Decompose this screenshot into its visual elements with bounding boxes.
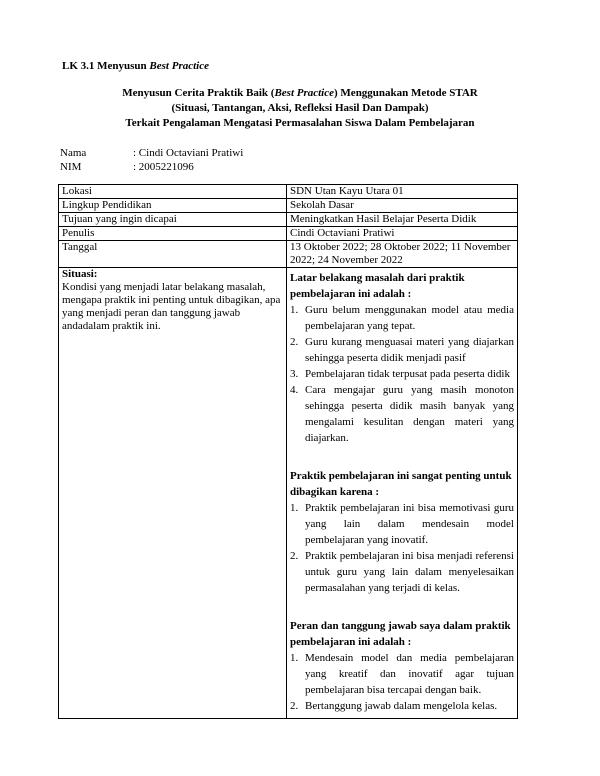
list-item-number: 1.	[290, 502, 299, 514]
title-line-1	[60, 86, 540, 101]
list-item	[290, 366, 514, 382]
cell-bottom-spacer	[290, 714, 514, 718]
title-line-2: (Situasi, Tantangan, Aksi, Refleksi Hasil Dan Dampak)	[171, 102, 429, 114]
list-item-text: Praktik pembelajaran ini bisa menjadi referensi untuk guru yang lain dalam menyelesaikan permasalahan yang terjadi di kelas.	[305, 550, 514, 594]
identity-nim-row	[60, 160, 243, 174]
row-label-lingkup: Lingkup Pendidikan	[59, 199, 287, 213]
row-value-penulis: Cindi Octaviani Pratiwi	[287, 227, 518, 241]
list-item	[290, 334, 514, 366]
identity-name-row	[60, 146, 243, 160]
table-row-situasi	[59, 268, 518, 719]
list-peran	[290, 650, 514, 714]
list-item-text: Pembelajaran tidak terpusat pada peserta didik	[305, 368, 510, 380]
name-value: : Cindi Octaviani Pratiwi	[133, 147, 244, 159]
title-line-1-a: Menyusun Cerita Praktik Baik (	[122, 87, 275, 99]
list-item-text: Mendesain model dan media pembelajaran yang kreatif dan inovatif agar tujuan pembelajaran bisa tercapai dengan baik.	[305, 652, 514, 696]
list-item-text: Bertanggung jawab dalam mengelola kelas.	[305, 700, 498, 712]
worksheet-label-italic: Best Practice	[149, 60, 209, 72]
list-item	[290, 650, 514, 698]
list-item-number: 2.	[290, 550, 299, 562]
name-label: Nama	[60, 147, 87, 159]
title-line-3: Terkait Pengalaman Mengatasi Permasalahan Siswa Dalam Pembelajaran	[125, 117, 475, 129]
title-line-1-italic: Best Practice	[274, 87, 335, 99]
row-label-penulis: Penulis	[59, 227, 287, 241]
list-penting	[290, 500, 514, 596]
table-row	[59, 241, 518, 268]
row-label-lokasi: Lokasi	[59, 185, 287, 199]
nim-label: NIM	[60, 161, 82, 173]
list-item	[290, 548, 514, 596]
list-item	[290, 500, 514, 548]
list-item-number: 4.	[290, 384, 299, 396]
row-label-tanggal: Tanggal	[59, 241, 287, 268]
worksheet-label	[62, 60, 209, 72]
section-heading-latar-belakang: Latar belakang masalah dari praktik pembelajaran ini adalah :	[290, 272, 465, 300]
list-item	[290, 698, 514, 714]
list-item-number: 2.	[290, 336, 299, 348]
list-item-text: Cara mengajar guru yang masih monoton sehingga peserta didik masih banyak yang mengalami kesulitan dengan materi yang diajarkan.	[305, 384, 514, 444]
row-value-tujuan: Meningkatkan Hasil Belajar Peserta Didik	[287, 213, 518, 227]
row-value-tanggal: 13 Oktober 2022; 28 Oktober 2022; 11 November 2022; 24 November 2022	[287, 241, 518, 268]
list-item	[290, 382, 514, 446]
list-item-number: 1.	[290, 304, 299, 316]
list-item-text: Guru kurang menguasai materi yang diajarkan sehingga peserta didik menjadi pasif	[305, 336, 514, 364]
worksheet-label-prefix: LK 3.1 Menyusun	[62, 60, 150, 72]
list-latar-belakang	[290, 302, 514, 446]
row-label-tujuan: Tujuan yang ingin dicapai	[59, 213, 287, 227]
situasi-heading: Situasi:	[62, 268, 98, 280]
list-item-number: 1.	[290, 652, 299, 664]
list-item-number: 2.	[290, 700, 299, 712]
row-value-lingkup: Sekolah Dasar	[287, 199, 518, 213]
situasi-description: Kondisi yang menjadi latar belakang masalah, mengapa praktik ini penting untuk dibagikan, apa yang menjadi peran dan tanggung jawab andadalam praktik ini.	[62, 281, 281, 332]
list-item-number: 3.	[290, 368, 299, 380]
list-item-text: Guru belum menggunakan model atau media pembelajaran yang tepat.	[305, 304, 514, 332]
list-item-text: Praktik pembelajaran ini bisa memotivasi guru yang lain dalam mendesain model pembelajaran yang inovatif.	[305, 502, 514, 546]
situasi-content-cell	[287, 268, 518, 719]
section-heading-peran: Peran dan tanggung jawab saya dalam praktik pembelajaran ini adalah :	[290, 620, 511, 648]
list-item	[290, 302, 514, 334]
best-practice-table	[58, 184, 518, 719]
table-row	[59, 199, 518, 213]
table-row	[59, 227, 518, 241]
nim-value: : 2005221096	[133, 161, 194, 173]
situasi-cell	[59, 268, 287, 719]
table-row	[59, 213, 518, 227]
section-heading-penting: Praktik pembelajaran ini sangat penting untuk dibagikan karena :	[290, 470, 512, 498]
title-line-1-b: ) Menggunakan Metode STAR	[334, 87, 478, 99]
row-value-lokasi: SDN Utan Kayu Utara 01	[287, 185, 518, 199]
identity-block	[60, 146, 243, 174]
document-title	[60, 86, 540, 131]
table-row	[59, 185, 518, 199]
